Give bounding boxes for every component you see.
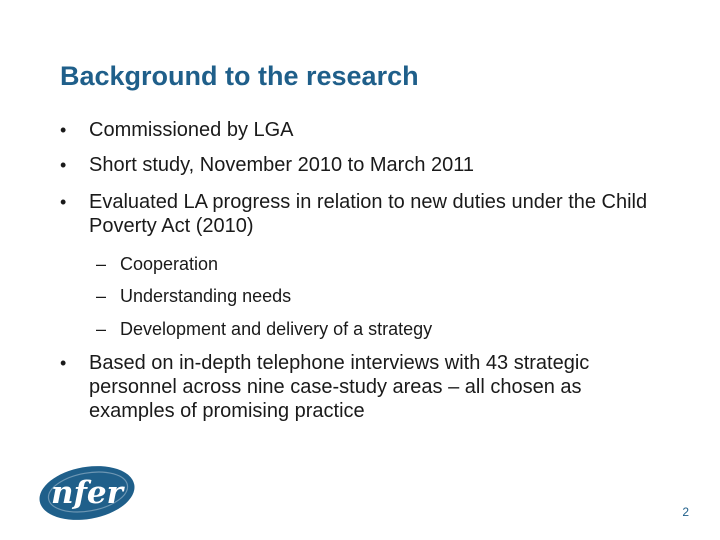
sub-bullet-item	[96, 253, 656, 275]
bullet-item	[60, 190, 670, 238]
bullet-item	[60, 153, 670, 177]
bullet-text: Short study, November 2010 to March 2011	[89, 154, 475, 176]
bullet-text: Based on in-depth telephone interviews with 43 strategic personnel across nine case-study areas – all chosen as examples of promising practice	[89, 352, 590, 422]
nfer-logo-icon	[36, 463, 138, 521]
bullet-text: Evaluated LA progress in relation to new duties under the Child Poverty Act (2010)	[89, 191, 648, 237]
slide-title: Background to the research	[60, 61, 419, 91]
sub-bullet-text: Understanding needs	[120, 286, 292, 306]
bullet-item	[60, 118, 670, 142]
sub-bullet-marker: –	[96, 286, 107, 306]
bullet-marker: •	[60, 155, 67, 175]
sub-bullet-marker: –	[96, 254, 107, 274]
sub-bullet-text: Development and delivery of a strategy	[120, 319, 433, 339]
page-number: 2	[682, 505, 689, 519]
bullet-text: Commissioned by LGA	[89, 119, 294, 141]
sub-bullet-text: Cooperation	[120, 254, 219, 274]
bullet-marker: •	[60, 120, 67, 140]
logo-text: nfer	[51, 475, 123, 511]
sub-bullet-item	[96, 318, 656, 340]
bullet-marker: •	[60, 353, 67, 373]
sub-bullet-item	[96, 285, 656, 307]
sub-bullet-marker: –	[96, 319, 107, 339]
bullet-item	[60, 351, 670, 423]
bullet-marker: •	[60, 192, 67, 212]
